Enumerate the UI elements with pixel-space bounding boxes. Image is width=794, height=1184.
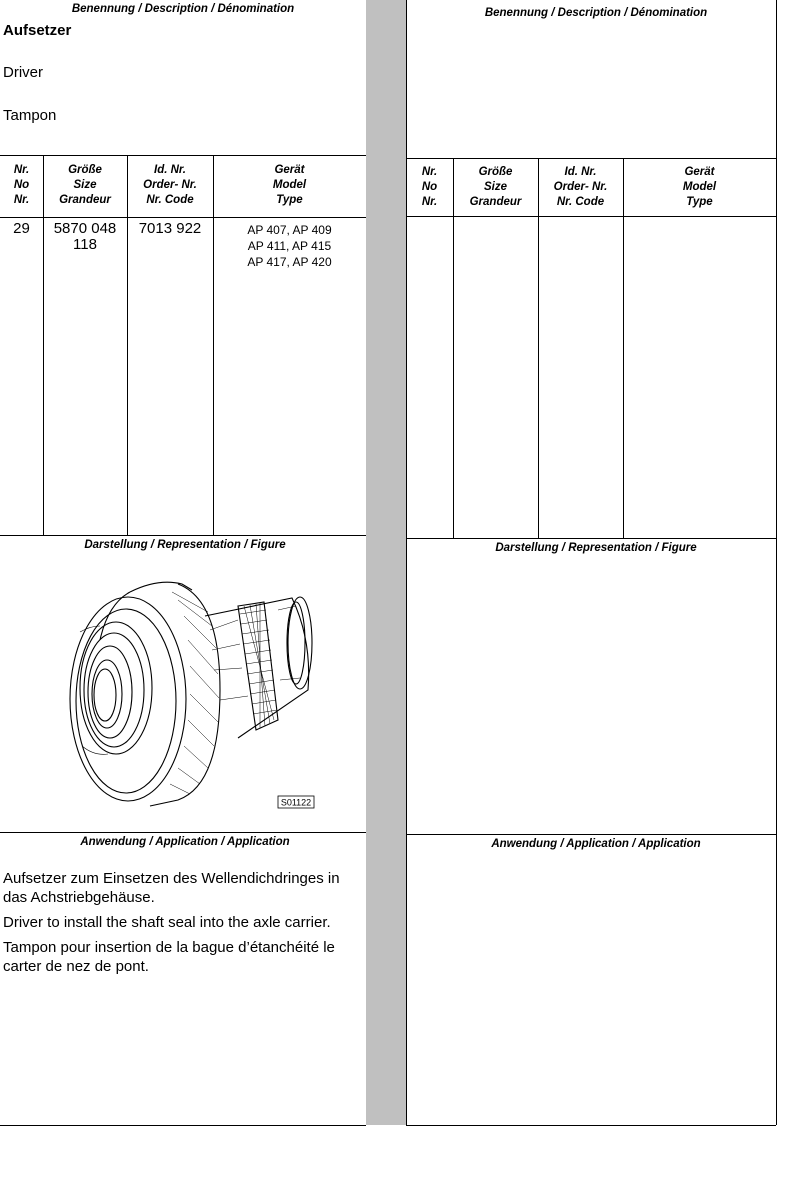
divider-line bbox=[406, 834, 776, 835]
divider-line bbox=[406, 216, 776, 217]
section-title-representation: Darstellung / Representation / Figure bbox=[84, 539, 286, 551]
right-panel-right-border bbox=[776, 0, 777, 1125]
column-divider bbox=[213, 155, 214, 535]
application-german: Aufsetzer zum Einsetzen des Wellendichdringes in das Achstriebgehäuse. bbox=[3, 870, 340, 906]
divider-line bbox=[406, 158, 776, 159]
name-french: Tampon bbox=[3, 107, 57, 124]
header-size: Größe Size Grandeur bbox=[469, 166, 522, 208]
header-order-nr: Id. Nr. Order- Nr. Nr. Code bbox=[553, 166, 608, 208]
section-title-representation: Darstellung / Representation / Figure bbox=[495, 542, 697, 554]
column-divider bbox=[538, 158, 539, 538]
section-title-description: Benennung / Description / Dénomination bbox=[484, 7, 708, 19]
column-divider bbox=[453, 158, 454, 538]
divider-line bbox=[406, 1125, 776, 1126]
name-german: Aufsetzer bbox=[3, 22, 72, 39]
cell-size: 5870 048 118 bbox=[53, 220, 117, 253]
divider-line bbox=[0, 832, 366, 833]
divider-line bbox=[0, 155, 366, 156]
application-text bbox=[3, 869, 358, 982]
column-divider bbox=[43, 155, 44, 535]
divider-line bbox=[0, 217, 366, 218]
column-divider bbox=[623, 158, 624, 538]
cell-models: AP 407, AP 409 AP 411, AP 415 AP 417, AP 420 bbox=[247, 223, 332, 269]
header-model: Gerät Model Type bbox=[682, 166, 717, 208]
figure-code: S01122 bbox=[280, 797, 312, 808]
cell-order-nr: 7013 922 bbox=[138, 220, 202, 237]
column-divider bbox=[127, 155, 128, 535]
application-french: Tampon pour insertion de la bague d’étanchéité le carter de nez de pont. bbox=[3, 939, 335, 975]
header-order-nr: Id. Nr. Order- Nr. Nr. Code bbox=[143, 164, 197, 206]
application-english: Driver to install the shaft seal into the axle carrier. bbox=[3, 914, 331, 931]
header-nr: Nr. No Nr. bbox=[421, 166, 438, 208]
section-title-application: Anwendung / Application / Application bbox=[491, 838, 701, 850]
header-nr: Nr. No Nr. bbox=[13, 164, 30, 206]
divider-line bbox=[0, 535, 366, 536]
header-size: Größe Size Grandeur bbox=[59, 164, 111, 206]
divider-line bbox=[0, 1125, 366, 1126]
header-model: Gerät Model Type bbox=[272, 164, 307, 206]
section-title-application: Anwendung / Application / Application bbox=[80, 836, 290, 848]
page-gutter bbox=[366, 0, 406, 1125]
section-title-description: Benennung / Description / Dénomination bbox=[71, 3, 295, 15]
driver-tool-drawing bbox=[60, 570, 330, 815]
name-english: Driver bbox=[3, 64, 43, 81]
cell-nr: 29 bbox=[13, 220, 30, 237]
divider-line bbox=[406, 538, 776, 539]
